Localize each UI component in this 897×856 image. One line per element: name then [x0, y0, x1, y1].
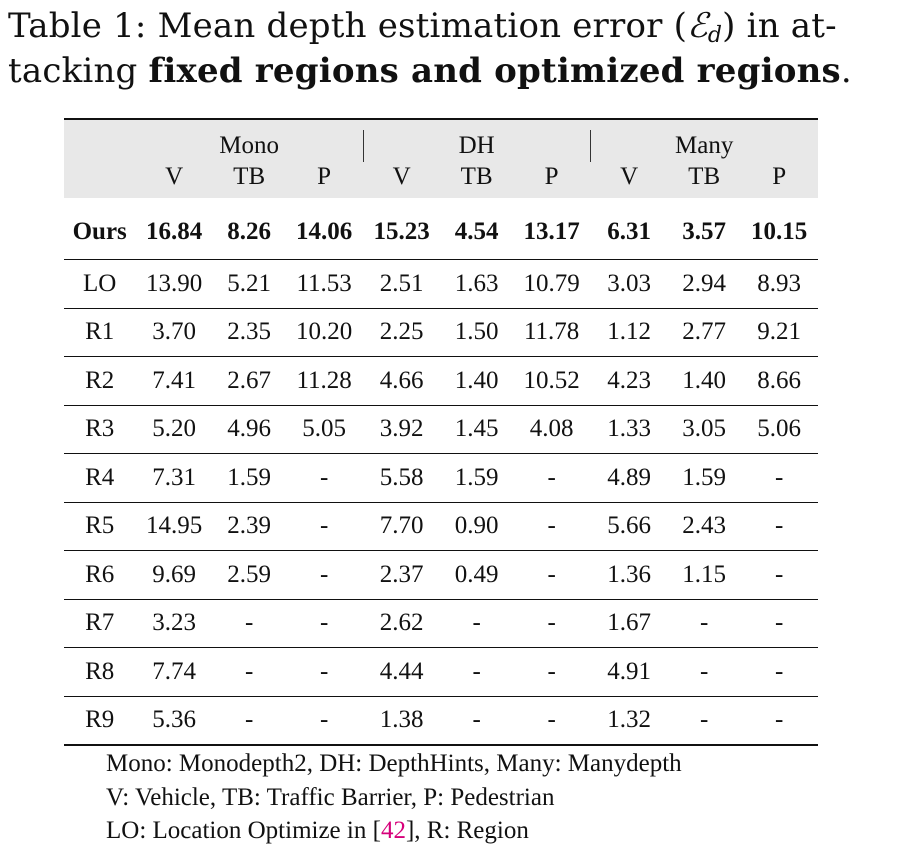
table-row: [64, 357, 818, 406]
table-cell: 13.90: [135, 260, 213, 309]
table-cell: -: [740, 648, 818, 697]
caption-bold: fixed regions and optimized regions: [148, 51, 841, 91]
group-header-row: [64, 119, 818, 160]
table-cell: -: [513, 454, 591, 503]
corner-cell: [64, 119, 135, 160]
table-cell: -: [285, 696, 363, 745]
row-label: R9: [64, 696, 135, 745]
table-cell: 2.39: [213, 502, 285, 551]
table-cell: 7.41: [135, 357, 213, 406]
table-cell: -: [213, 696, 285, 745]
sub-header: P: [740, 160, 818, 198]
row-label: LO: [64, 260, 135, 309]
table-cell: 1.38: [363, 696, 441, 745]
table-cell: 1.33: [590, 405, 668, 454]
note-line-1: Mono: Monodepth2, DH: DepthHints, Many: Manydepth: [106, 750, 682, 777]
table-cell: 11.53: [285, 260, 363, 309]
table-cell: 1.12: [590, 308, 668, 357]
group-header-dh: [363, 119, 591, 160]
table-row: [64, 599, 818, 648]
row-label: R1: [64, 308, 135, 357]
table-cell: -: [740, 551, 818, 600]
row-label: R2: [64, 357, 135, 406]
table-cell: 1.36: [590, 551, 668, 600]
caption-symbol: ℰ: [687, 6, 708, 46]
table-notes: [106, 747, 866, 848]
table-cell: 1.59: [213, 454, 285, 503]
row-label: R8: [64, 648, 135, 697]
table-cell: 4.96: [213, 405, 285, 454]
table-cell: 3.23: [135, 599, 213, 648]
table-cell: 9.21: [740, 308, 818, 357]
sub-header: V: [363, 160, 441, 198]
row-label: R3: [64, 405, 135, 454]
row-label: R5: [64, 502, 135, 551]
caption-suffix: .: [840, 51, 852, 91]
sub-header: P: [513, 160, 591, 198]
table-cell: -: [285, 599, 363, 648]
table-cell: 7.74: [135, 648, 213, 697]
table-row: [64, 260, 818, 309]
table-cell: -: [513, 551, 591, 600]
table-cell: 2.43: [668, 502, 740, 551]
table-cell: -: [740, 599, 818, 648]
table-cell: 1.40: [440, 357, 512, 406]
note-line-3-suffix: ], R: Region: [405, 817, 529, 844]
table-cell: 3.05: [668, 405, 740, 454]
table-cell: 11.78: [513, 308, 591, 357]
results-table: [64, 118, 818, 746]
table-cell: 5.66: [590, 502, 668, 551]
table-cell: 5.06: [740, 405, 818, 454]
table-cell: 2.59: [213, 551, 285, 600]
table-cell: -: [285, 502, 363, 551]
table-cell: 2.51: [363, 260, 441, 309]
table-cell: 3.70: [135, 308, 213, 357]
table-cell: 8.93: [740, 260, 818, 309]
table-cell: 1.67: [590, 599, 668, 648]
sub-header: P: [285, 160, 363, 198]
table-cell: -: [513, 599, 591, 648]
citation-link[interactable]: 42: [380, 817, 406, 844]
table-cell: 0.49: [440, 551, 512, 600]
sub-header: TB: [440, 160, 512, 198]
table-cell: 16.84: [146, 217, 203, 245]
table-row: [64, 308, 818, 357]
table-cell: 3.92: [363, 405, 441, 454]
table-cell: 1.59: [668, 454, 740, 503]
table-cell: 4.54: [454, 217, 499, 245]
table-cell: 6.31: [607, 217, 652, 245]
table-cell: -: [440, 696, 512, 745]
table-cell: 13.17: [523, 217, 580, 245]
table-cell: 2.77: [668, 308, 740, 357]
group-divider: [363, 130, 364, 162]
table-cell: -: [213, 599, 285, 648]
table-cell: 10.79: [513, 260, 591, 309]
table-cell: -: [740, 696, 818, 745]
table-cell: 0.90: [440, 502, 512, 551]
table-cell: -: [440, 648, 512, 697]
row-label: R7: [64, 599, 135, 648]
note-line-2: V: Vehicle, TB: Traffic Barrier, P: Pedestrian: [106, 783, 555, 811]
table-cell: 10.15: [751, 217, 808, 245]
table-cell: -: [285, 454, 363, 503]
table-row: [64, 648, 818, 697]
table-cell: 1.15: [668, 551, 740, 600]
table-cell: 5.05: [285, 405, 363, 454]
table-cell: 2.37: [363, 551, 441, 600]
table-cell: 4.89: [590, 454, 668, 503]
note-line-3: [106, 814, 866, 848]
table-cell: 2.94: [668, 260, 740, 309]
group-header-dh-label: DH: [458, 132, 495, 159]
table-cell: 2.62: [363, 599, 441, 648]
table-cell: 10.20: [285, 308, 363, 357]
corner-cell: [64, 160, 135, 198]
table-cell: 3.03: [590, 260, 668, 309]
note-line-3-prefix: LO: Location Optimize in [: [106, 817, 381, 844]
table-cell: 1.50: [440, 308, 512, 357]
table-cell: 4.66: [363, 357, 441, 406]
table-cell: -: [513, 648, 591, 697]
table-body: [64, 198, 818, 745]
table-row: [64, 502, 818, 551]
table-cell: 1.40: [668, 357, 740, 406]
table-cell: 15.23: [373, 217, 430, 245]
table-cell: -: [740, 502, 818, 551]
table-cell: -: [668, 648, 740, 697]
table-cell: -: [285, 551, 363, 600]
group-header-many: [590, 119, 818, 160]
table-row: [64, 696, 818, 745]
table-cell: 7.70: [363, 502, 441, 551]
table-cell: 7.31: [135, 454, 213, 503]
table-cell: -: [440, 599, 512, 648]
table-row: [64, 405, 818, 454]
caption-middle: ) in at-tacking: [8, 6, 837, 91]
table-cell: 2.35: [213, 308, 285, 357]
table-cell: 5.20: [135, 405, 213, 454]
table-cell: 5.21: [213, 260, 285, 309]
group-divider: [590, 130, 591, 162]
table-cell: 1.59: [440, 454, 512, 503]
table-cell: 4.44: [363, 648, 441, 697]
table-cell: 4.23: [590, 357, 668, 406]
table-cell: -: [668, 599, 740, 648]
table-row: [64, 198, 818, 260]
sub-header-row: [64, 160, 818, 198]
sub-header: V: [135, 160, 213, 198]
table-row: [64, 454, 818, 503]
sub-header: V: [590, 160, 668, 198]
caption-subscript: d: [707, 23, 723, 48]
group-header-mono: Mono: [135, 119, 363, 160]
table-cell: -: [668, 696, 740, 745]
table-cell: 11.28: [285, 357, 363, 406]
table-cell: 4.08: [513, 405, 591, 454]
row-label: R6: [64, 551, 135, 600]
row-label: Ours: [72, 217, 127, 245]
sub-header: TB: [213, 160, 285, 198]
table-cell: 5.58: [363, 454, 441, 503]
table-cell: 4.91: [590, 648, 668, 697]
table-cell: -: [513, 696, 591, 745]
table-cell: 1.63: [440, 260, 512, 309]
table-cell: 1.45: [440, 405, 512, 454]
table-cell: 5.36: [135, 696, 213, 745]
table-cell: 3.57: [682, 217, 727, 245]
table-cell: 8.26: [227, 217, 272, 245]
table-row: [64, 551, 818, 600]
table-cell: 14.95: [135, 502, 213, 551]
row-label: R4: [64, 454, 135, 503]
sub-header: TB: [668, 160, 740, 198]
table-cell: 2.25: [363, 308, 441, 357]
table-cell: -: [513, 502, 591, 551]
table-cell: -: [285, 648, 363, 697]
table-cell: 9.69: [135, 551, 213, 600]
table-cell: 2.67: [213, 357, 285, 406]
table-cell: 10.52: [513, 357, 591, 406]
table-cell: 8.66: [740, 357, 818, 406]
table-cell: 1.32: [590, 696, 668, 745]
table-caption: [8, 4, 888, 94]
table-cell: -: [213, 648, 285, 697]
group-header-many-label: Many: [675, 132, 734, 159]
table-cell: 14.06: [296, 217, 353, 245]
table-cell: -: [740, 454, 818, 503]
caption-prefix: Table 1: Mean depth estimation error (: [8, 6, 688, 46]
